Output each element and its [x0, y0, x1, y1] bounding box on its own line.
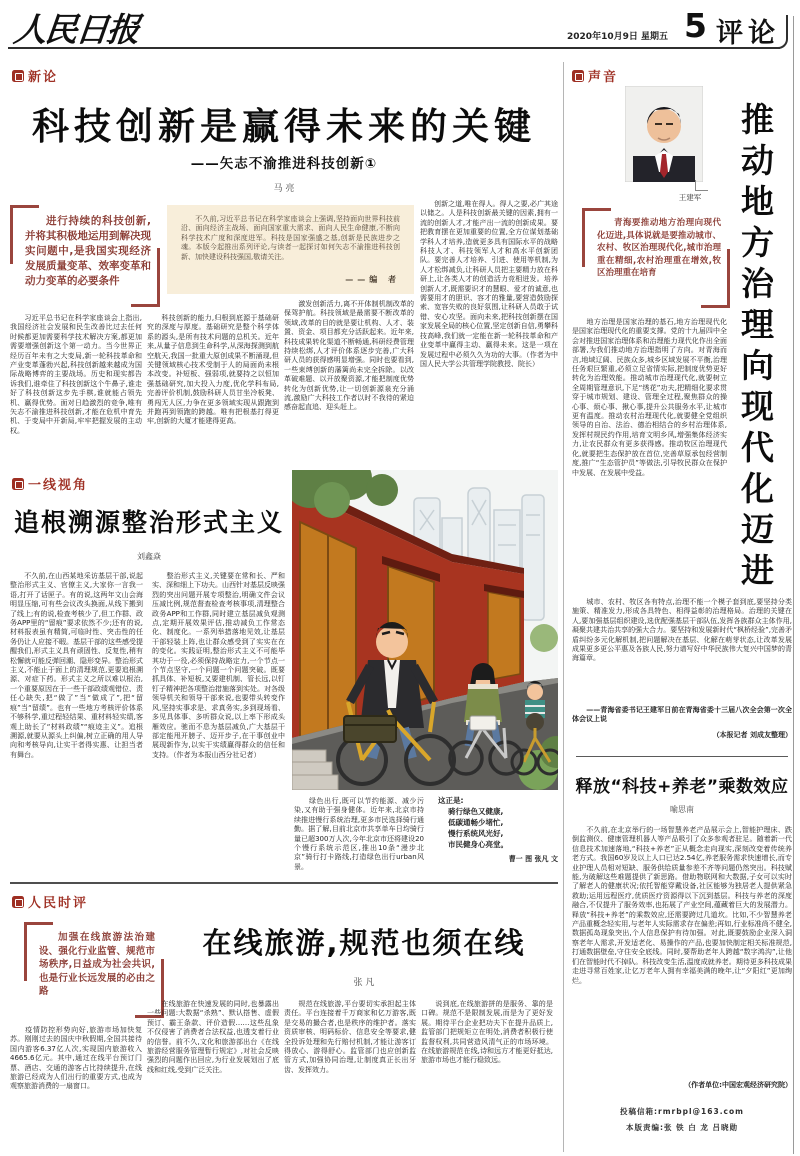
poem-line: 慢行系统风光好,: [448, 829, 504, 838]
integrator-credit: （本报记者 刘成友整理）: [712, 731, 792, 739]
poem-intro: 这正是:: [438, 796, 464, 805]
pull-quote-text: 进行持续的科技创新,并将其积极地运用到解决现实问题中,是我国实现经济发展质量变革、效率变革和动力变革的必要条件: [25, 215, 151, 287]
page-editors: 本版责编:张 铁 白 龙 吕晓勋: [626, 1123, 738, 1132]
section-label-shiping: [12, 892, 88, 911]
header-corner-hook: [770, 15, 788, 49]
section-label-text: 一线视角: [28, 478, 89, 493]
poem-line: 市民健身心亮堂。: [448, 840, 508, 849]
section-label-icon: [572, 70, 584, 82]
portrait-svg: [625, 86, 703, 182]
article-title-shiping: 在线旅游,规范也须在线: [202, 926, 526, 960]
pull-quote-shiping: [24, 922, 164, 1018]
body-col: 习近平总书记在科学家座谈会上指出,我国经济社会发展和民生改善比过去任何时候都更加需要科学技术解决方案,都更加需要增强创新这个第一动力。当今世界正经历百年未有之大变局,新一轮科技革命和产业变革蓬勃兴起,科技创新越来越成为国际战略博弈的主要战场。历史和现实都告诉我们,谁牵住了科技创新这个牛鼻子,谁走好了科技创新这步先手棋,谁就能占领先机、赢得优势。面对日趋激烈的竞争,唯有矢志不渝推进科技创新,才能在危机中育先机、于变局中开新局,牢牢把握发展的主动权。: [10, 314, 142, 435]
editor-note-text: 不久前,习近平总书记在科学家座谈会上强调,坚持面向世界科技前沿、面向经济主战场、面向国家重大需求、面向人民生命健康,不断向科学技术广度和深度进军。科技是国家强盛之基,创新是民族进步之魂。本版今起推出系列评论,与读者一起探讨如何矢志不渝推进科技创新、加快建设科技强国,敬请关注。: [181, 215, 400, 261]
body-col: 不久前,在北京举行的一场智慧养老产品展示会上,智能护理床、跌倒监测仪、健康管理机器人等产品吸引了众多参观者驻足。随着新一代信息技术加速落地,“科技+养老”正从概念走向现实,深刻改变着传统养老方式。我国60岁及以上人口已达2.54亿,养老服务需求快速增长,而专业护理人员相对短缺、服务供给质量参差不齐等问题仍然突出。科技赋能,为破解这些难题提供了新思路。借助物联网和大数据,子女可以实时了解老人的健康状况;依托智能穿戴设备,社区能够为独居老人提供紧急救助;运用远程医疗,优质医疗资源得以下沉到基层。科技与养老的深度融合,不仅提升了服务效率,也拓展了产业空间,蕴藏着巨大的发展潜力。释放“科技+养老”的乘数效应,还需要跨过几道坎。比如,不少智慧养老产品重概念轻实用,与老年人实际需求存在偏差;再如,行业标准尚不健全,数据孤岛现象突出,个人信息保护有待加强。对此,既要鼓励企业深入洞察老年人需求,开发适老化、易操作的产品,也要加快制定相关标准规范,打通数据壁垒,守住安全底线。同时,要帮助老年人跨越“数字鸿沟”,让他们在智能时代不掉队。科技改变生活,温度成就养老。期待更多科技成果走进寻常百姓家,让亿万老年人拥有幸福美满的晚年,让“夕阳红”更加绚烂。: [572, 826, 792, 985]
masthead-logo: 人民日报: [11, 10, 140, 49]
section-label-icon: [12, 70, 24, 82]
body-col: 规范在线旅游,平台要切实承担起主体责任。平台连接着千万商家和亿万游客,既是交易的撮合者,也是秩序的维护者。落实资质审核、明码标价、信息安全等要求,健全投诉处理和先行赔付机制,才能让游客订得放心、游得舒心。监管部门也应创新监管方式,加强协同治理,让制度真正长出牙齿、发挥效力。: [284, 1000, 416, 1074]
article-author-yixian: 刘鑫焱: [137, 552, 161, 561]
speaker-name: 王建军: [678, 193, 702, 202]
pull-quote-text: 青海要推动地方治理向现代化迈进,具体说就是要推动城市、农村、牧区治理现代化,城市治理重在精细,农村治理重在增效,牧区治理重在培育: [597, 218, 721, 278]
cartoon-svg: [292, 470, 558, 790]
body-col: 整治形式主义,关键要在常和长、严和实、深和细上下功夫。山西针对基层反映强烈的突出问题开展专项整治,明确文件会议压减比例,规范督查检查考核事项,清理整合政务APP和工作群,同时建立基层减负观测点,定期开展效果评估,推动减负工作常态化、制度化。一系列举措落地见效,让基层干部轻装上阵,也让群众感受到了实实在在的变化。实践证明,整治形式主义不可能毕其功于一役,必须保持战略定力,一个节点一个节点坚守,一个问题一个问题突破。既要抓具体、补短板,又要建机制、管长远,以钉钉子精神把各项整治措施落到实处。对各级领导机关和领导干部来说,也要带头转变作风,坚持实事求是、求真务实,多到现场看、多见具体事、多听群众说,以上率下形成头雁效应。驰而不息为基层减负,广大基层干部定能甩开膀子、迈开步子,在干事创业中展现新作为,以实干实绩赢得群众的信任和支持。（作者为本报山西分社记者）: [152, 572, 285, 759]
poem-line: 低碳通畅少堵忙,: [448, 818, 504, 827]
body-col: 激发创新活力,离不开体制机制改革的保驾护航。科技领域是最需要不断改革的领域,改革的目的就是要让机构、人才、装置、资金、项目都充分活跃起来。近年来,科技成果转化渠道不断畅通,科研经费管理持续松绑,人才评价体系逐步完善,广大科研人员的获得感明显增强。同时也要看到,一些束缚创新的藩篱尚未完全拆除。以改革破难题、以开放聚资源,才能把制度优势转化为创新优势,让一切创新源泉充分涌流,激励广大科技工作者以时不我待的紧迫感奋起直追、迎头赶上。: [284, 300, 414, 412]
article-title-xinlun: 科技创新是赢得未来的关键: [32, 105, 536, 148]
article-author-shiping: 张 凡: [353, 978, 375, 988]
section-label-icon: [12, 896, 24, 908]
article-title-shengyin: 推动地方治理向现代化迈进: [736, 102, 775, 594]
section-label-yixian: [12, 474, 88, 493]
section-rule: [10, 882, 558, 884]
article-author-yanglao: 喻思南: [670, 805, 694, 814]
pull-quote-text: 加强在线旅游法治建设、强化行业监管、规范市场秩序,日益成为社会共识,也是行业长远发展的必由之路: [39, 932, 155, 997]
article-title-yixian: 追根溯源整治形式主义: [13, 508, 284, 537]
right-column-rule: [576, 756, 788, 757]
column-divider: [563, 62, 564, 1152]
section-label-shengyin: [572, 66, 618, 85]
body-col: 地方治理是国家治理的基石,地方治理现代化是国家治理现代化的重要支撑。党的十九届四中全会对推进国家治理体系和治理能力现代化作出全面部署,为我们推动地方治理指明了方向。对青海而言,地域辽阔、民族众多,城乡区域发展不平衡,治理任务艰巨繁重,必须立足省情实际,把制度优势更好转化为治理效能。推动城市治理现代化,就要树立全周期管理意识,下足“绣花”功夫,把精细化要求贯穿于城市规划、建设、管理全过程,聚焦群众的操心事、烦心事、揪心事,提升公共服务水平,让城市更有温度。推动农村治理现代化,就要健全党组织领导的自治、法治、德治相结合的乡村治理体系,发挥村规民约作用,培育文明乡风,增强集体经济实力,让农民群众有更多获得感。推动牧区治理现代化,就要把生态保护放在首位,完善草原承包经营制度,推广“生态管护员”等做法,引导牧民群众在保护中发展、在发展中受益。: [572, 318, 727, 477]
poem-line: 骑行绿色又健康,: [448, 807, 504, 816]
pull-quote-xinlun: [10, 205, 160, 307]
body-col: 在线旅游在快速发展的同时,也暴露出一些问题:大数据“杀熟”、默认搭售、虚假预订、霸王条款、评价造假……这些乱象不仅侵害了消费者合法权益,也透支着行业的信誉。前不久,文化和旅游部出台《在线旅游经营服务管理暂行规定》,对社会反映强烈的问题作出回应,为行业发展划出了底线和红线,受到广泛关注。: [147, 1000, 279, 1074]
editor-note-box: [167, 205, 414, 294]
section-label-xinlun: [12, 66, 58, 85]
right-edge-rule: [793, 16, 794, 1154]
body-col: 创新之道,唯在得人。得人之要,必广其途以储之。人是科技创新最关键的因素,拥有一流的创新人才,才能产出一流的创新成果。要把教育摆在更加重要的位置,全方位谋划基础学科人才培养,造就更多具有国际水平的战略科技人才、科技领军人才和高水平创新团队。要完善人才培养、引进、使用等机制,为人才松绑减负,让科研人员把主要精力放在科研上,让各类人才的创造活力竞相迸发。培养创新人才,既需要识才的慧眼、爱才的诚意,也需要用才的胆识、容才的雅量,要营造鼓励探索、宽容失败的良好氛围,让科研人员敢于试错、安心攻坚。面向未来,把科技创新摆在国家发展全局的核心位置,坚定创新自信,勇攀科技高峰,我们就一定能在新一轮科技革命和产业变革中赢得主动、赢得未来。这是一项在发展过程中必须久久为功的大事。（作者为中国人民大学公共管理学院教授、院长）: [420, 200, 558, 368]
body-col: 疫情防控形势向好,旅游市场加快复苏。刚刚过去的国庆中秋假期,全国共接待国内游客6.37亿人次,实现国内旅游收入4665.6亿元。其中,通过在线平台预订门票、酒店、交通的游客占比持续提升,在线旅游已经成为人们出行的重要方式,也成为观察旅游消费的一扇窗口。: [10, 1026, 142, 1091]
cartoon-credit: 曹一 图 张凡 文: [508, 855, 558, 863]
caption-connector: [695, 180, 708, 191]
editor-signature: ——编 者: [345, 275, 400, 284]
article-author-xinlun: 马 亮: [273, 184, 295, 194]
cartoon-poem: [438, 795, 558, 864]
page-section-name: 评论: [716, 18, 780, 49]
cartoon-illustration: [292, 470, 558, 790]
section-label-text: 新论: [28, 70, 59, 85]
page-number: 5: [684, 6, 707, 45]
pull-quote-shengyin: [582, 208, 730, 308]
issue-date: 2020年10月9日 星期五: [567, 32, 668, 42]
speaker-portrait: [625, 86, 703, 182]
header-rule: [8, 47, 780, 49]
section-label-icon: [12, 478, 24, 490]
cartoon-caption: 绿色出行,既可以节约能源、减少污染,又有助于强身健体。近年来,北京市持续推进慢行系统治理,更多市民选择骑行通勤。据了解,目前北京市共享单车日均骑行量已超300万人次,今年北京市还将建设20个慢行系统示范区,推出10条“漫步北京”骑行打卡路线,打造绿色出行urban风景。: [294, 797, 424, 871]
body-col: 科技创新的能力,归根到底源于基础研究的深度与厚度。基础研究是整个科学体系的源头,是所有技术问题的总机关。近年来,从量子信息到生命科学,从深海探测到航空航天,我国一批重大原创成果不断涌现,但关键领域核心技术受制于人的局面尚未根本改变。补短板、强弱项,就要持之以恒加强基础研究,加大投入力度,优化学科布局,完善评价机制,鼓励科研人员甘坐冷板凳、勇闯无人区,力争在更多领域实现从跟跑到并跑再到领跑的跨越。唯有把根基打得更牢,创新的大厦才能建得更高。: [147, 314, 279, 426]
author-affiliation: （作者单位:中国宏观经济研究院）: [684, 1081, 792, 1089]
quote-attribution: ——青海省委书记王建军日前在青海省委十三届八次全会第一次全体会议上说: [572, 706, 792, 724]
body-col: 不久前,在山西某地采访基层干部,说起整治形式主义、官僚主义,大家你一言我一语,打开了话匣子。有的说,这两年文山会海明显压缩,可有些会议改头换面,从线下搬到了线上;有的说,检查考核少了,但工作群、政务APP里的“留痕”要求依然不少;还有的说,材料报表虽有精简,可临时性、突击性的任务仍让人应接不暇。基层干部的这些感受提醒我们,形式主义具有顽固性、反复性,稍有松懈就可能反弹回潮、隐形变异。整治形式主义,不能止于面上的清理规范,更要追根溯源、对症下药。形式主义之所以难以根治,一个重要原因在于一些干部政绩观错位、责任心缺失,把“做了”当“做成了”,把“留痕”当“留绩”。也有一些地方考核评价体系不够科学,重过程轻结果、重材料轻实绩,客观上助长了“材料政绩”“痕迹主义”。追根溯源,就要从源头上纠偏,树立正确的用人导向和考核导向,让实干者得实惠、让担当者有舞台。: [10, 572, 143, 759]
section-label-text: 声音: [588, 70, 619, 85]
submission-email: 投稿信箱:rmrbpl@163.com: [620, 1107, 744, 1116]
section-label-text: 人民时评: [28, 896, 89, 911]
article-title-yanglao: 释放“科技+养老”乘数效应: [575, 777, 789, 797]
body-col: 说到底,在线旅游拼的是服务、靠的是口碑。规范不是限制发展,而是为了更好发展。期待平台企业把功夫下在提升品质上,监管部门把规矩立在明处,消费者积极行使监督权利,共同营造风清气正的市场环境。在线旅游规范在线,诗和远方才能更好抵达,旅游市场也才能行稳致远。: [421, 1000, 553, 1065]
body-col: 城市、农村、牧区各有特点,治理不能一个模子套到底,要坚持分类施策、精准发力,形成各具特色、相得益彰的治理格局。治理的关键在人,要加强基层组织建设,选优配强基层干部队伍,发挥各族群众主体作用,凝聚共建共治共享的强大合力。要坚持和发展新时代“枫桥经验”,完善矛盾纠纷多元化解机制,把问题解决在基层、化解在萌芽状态,让改革发展成果更多更公平惠及各族人民,努力谱写好中华民族伟大复兴中国梦的青海篇章。: [572, 598, 792, 663]
article-subtitle-xinlun: ——矢志不渝推进科技创新①: [190, 156, 378, 172]
